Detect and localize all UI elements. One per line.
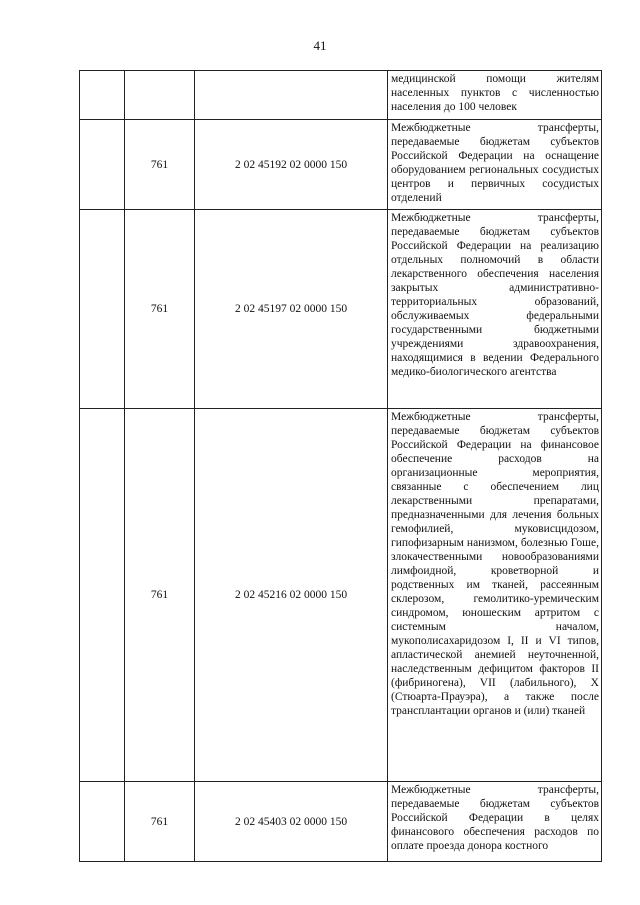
table-row [80,782,602,862]
empty-cell [80,782,125,862]
table-row [80,409,602,782]
revenue-name-cell: медицинской помощи жителям населенных пунктов с численностью населения до 100 человек [388,71,602,120]
revenue-code-cell [195,71,388,120]
revenue-name-cell: Межбюджетные трансферты, передаваемые бюджетам субъектов Российской Федерации на реализацию отдельных полномочий в области лекарственного обеспечения населения закрытых административно-территориальных образований, обслуживаемых федеральными государственными бюджетными учреждениями здравоохранения, находящимися в ведении Федерального медико-биологического агентства [388,210,602,409]
revenue-code-cell: 2 02 45197 02 0000 150 [195,210,388,409]
revenue-name-cell: Межбюджетные трансферты, передаваемые бюджетам субъектов Российской Федерации на оснащение оборудованием региональных сосудистых центров и первичных сосудистых отделений [388,120,602,210]
admin-code-cell: 761 [125,782,195,862]
admin-code-cell: 761 [125,210,195,409]
table-row [80,210,602,409]
revenue-name-cell: Межбюджетные трансферты, передаваемые бюджетам субъектов Российской Федерации на финансовое обеспечение расходов на организационные мероприятия, связанные с обеспечением лиц лекарственными препаратами, предназначенными для лечения больных гемофилией, муковисцидозом, гипофизарным нанизмом, болезнью Гоше, злокачественными новообразованиями лимфоидной, кроветворной и родственных им тканей, рассеянным склерозом, гемолитико-уремическим синдромом, юношеским артритом с системным началом, мукополисахаридозом I, II и VI типов, апластической анемией неуточненной, наследственным дефицитом факторов II (фибриногена), VII (лабильного), X (Стюарта-Прауэра), а также после трансплантации органов и (или) тканей [388,409,602,782]
empty-cell [80,409,125,782]
empty-cell [80,120,125,210]
revenue-code-cell: 2 02 45192 02 0000 150 [195,120,388,210]
table-row [80,120,602,210]
admin-code-cell: 761 [125,409,195,782]
admin-code-cell [125,71,195,120]
admin-code-cell: 761 [125,120,195,210]
empty-cell [80,210,125,409]
table-row [80,71,602,120]
page-number: 41 [313,38,327,53]
revenue-code-cell: 2 02 45403 02 0000 150 [195,782,388,862]
revenue-code-cell: 2 02 45216 02 0000 150 [195,409,388,782]
revenue-name-cell: Межбюджетные трансферты, передаваемые бюджетам субъектов Российской Федерации в целях финансового обеспечения расходов по оплате проезда донора костного [388,782,602,862]
empty-cell [80,71,125,120]
budget-table [79,70,602,862]
